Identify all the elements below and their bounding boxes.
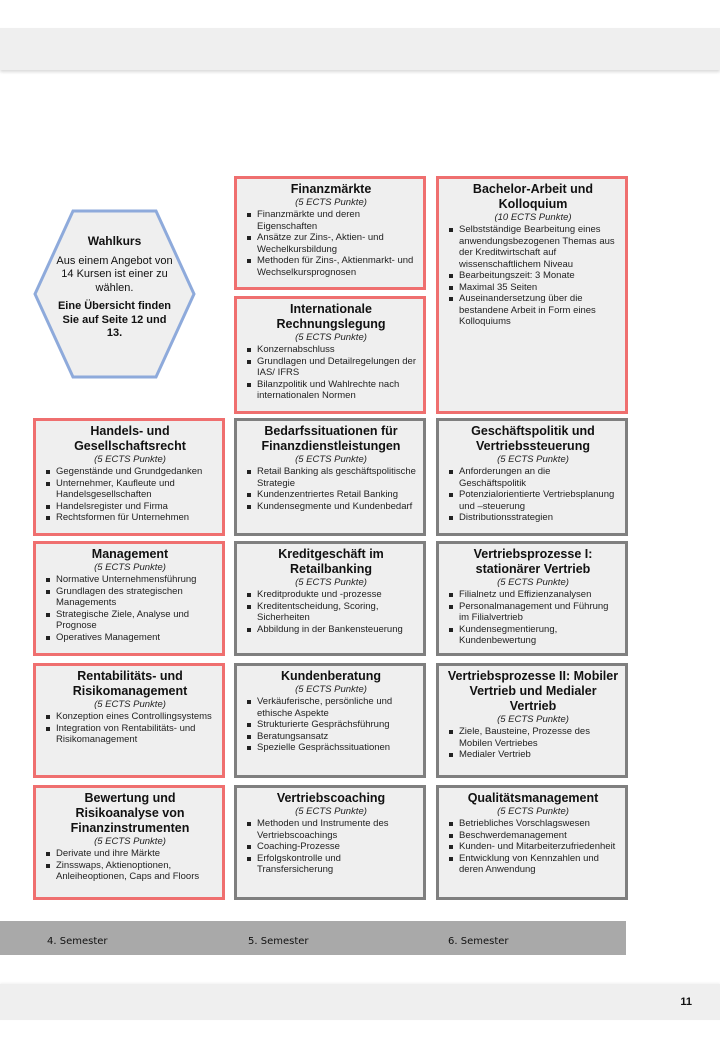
course-title: Kundenberatung <box>281 669 381 683</box>
course-topics <box>44 466 216 524</box>
course-topics <box>447 726 619 761</box>
course-ects: (5 ECTS Punkte) <box>295 577 367 588</box>
course-topics <box>447 589 619 647</box>
course-card-qualitaetsmanagement <box>436 785 628 900</box>
topic-item: Methoden und Instrumente des Vertriebscoachings <box>255 818 417 841</box>
topic-item: Verkäuferische, persönliche und ethische Aspekte <box>255 696 417 719</box>
topic-item: Handelsregister und Firma <box>54 501 216 513</box>
topic-item: Kundensegmente und Kundenbedarf <box>255 501 417 513</box>
course-title: Vertriebsprozesse II: Mobiler Vertrieb und Medialer Vertrieb <box>447 669 619 713</box>
topic-item: Strategische Ziele, Analyse und Prognose <box>54 609 216 632</box>
course-title: Qualitätsmanagement <box>467 791 599 805</box>
course-card-vertriebscoaching <box>234 785 426 900</box>
topic-item: Normative Unternehmensführung <box>54 574 216 586</box>
topic-item: Ansätze zur Zins-, Aktien- und Wechelkursbildung <box>255 232 417 255</box>
wahlkurs-title: Wahlkurs <box>87 234 142 248</box>
course-title: Kreditgeschäft im Retailbanking <box>278 547 384 576</box>
course-title: Finanzmärkte <box>290 182 372 196</box>
course-topics <box>447 818 619 876</box>
course-title: Vertriebsprozesse I: stationärer Vertrieb <box>473 547 593 576</box>
course-ects: (5 ECTS Punkte) <box>295 806 367 817</box>
topic-item: Bilanzpolitik und Wahlrechte nach internationalen Normen <box>255 379 417 402</box>
topic-item: Spezielle Gesprächssituationen <box>255 742 417 754</box>
topic-item: Abbildung in der Bankensteuerung <box>255 624 417 636</box>
course-topics <box>44 711 216 746</box>
course-ects: (5 ECTS Punkte) <box>94 562 166 573</box>
topic-item: Maximal 35 Seiten <box>457 282 619 294</box>
course-card-rechnungslegung <box>234 296 426 414</box>
topic-item: Retail Banking als geschäftspolitische Strategie <box>257 466 416 489</box>
semester-label-4: 4. Semester <box>47 936 108 947</box>
topic-item: Rechtsformen für Unternehmen <box>54 512 216 524</box>
topic-item: Grundlagen und Detailregelungen der IAS/ IFRS <box>257 355 416 378</box>
course-card-vertriebsprozesse-1 <box>436 541 628 656</box>
course-title: Bachelor-Arbeit und Kolloquium <box>472 182 594 211</box>
course-topics <box>447 224 619 328</box>
topic-item: Potenzialorientierte Vertriebsplanung und –steuerung <box>457 489 619 512</box>
course-ects: (5 ECTS Punkte) <box>94 454 166 465</box>
course-ects: (5 ECTS Punkte) <box>295 197 367 208</box>
course-card-rentabilitaet <box>33 663 225 778</box>
course-ects: (5 ECTS Punkte) <box>497 577 569 588</box>
semester-bar <box>0 921 626 955</box>
course-topics <box>245 344 417 402</box>
course-card-geschaeftspolitik <box>436 418 628 536</box>
topic-item: Derivate und ihre Märkte <box>54 848 216 860</box>
wahlkurs-text <box>55 235 174 341</box>
course-card-management <box>33 541 225 656</box>
topic-item: Distributionsstrategien <box>457 512 619 524</box>
topic-item: Beschwerdemanagement <box>457 830 619 842</box>
top-header-bar <box>0 28 720 70</box>
course-title: Rentabilitäts- und Risikomanagement <box>72 669 188 698</box>
course-title: Bewertung und Risikoanalyse von Finanzinstrumenten <box>70 791 190 835</box>
course-ects: (5 ECTS Punkte) <box>497 454 569 465</box>
topic-item: Beratungsansatz <box>255 731 417 743</box>
topic-item: Kunden- und Mitarbeiterzufriedenheit <box>457 841 619 853</box>
topic-item: Unternehmer, Kaufleute und Handelsgesellschaften <box>54 478 216 501</box>
course-card-bedarfssituationen <box>234 418 426 536</box>
topic-item: Integration von Rentabilitäts- und Risikomanagement <box>54 723 216 746</box>
course-title: Internationale Rechnungslegung <box>276 302 386 331</box>
course-title: Handels- und Gesellschaftsrecht <box>74 424 186 453</box>
page-number: 11 <box>680 996 692 1008</box>
topic-item: Medialer Vertrieb <box>457 749 619 761</box>
course-title: Bedarfssituationen für Finanzdienstleistungen <box>261 424 401 453</box>
topic-item: Selbstständige Bearbeitung eines anwendungsbezogenen Themas aus der Kreditwirtschaft auf wissenschaftlichem Niveau <box>457 224 619 270</box>
wahlkurs-note: Eine Übersicht finden Sie auf Seite 12 und 13. <box>57 300 172 339</box>
semester-label-5: 5. Semester <box>248 936 309 947</box>
course-topics <box>245 696 417 754</box>
topic-item: Kundenzentriertes Retail Banking <box>255 489 417 501</box>
topic-item: Bearbeitungszeit: 3 Monate <box>457 270 619 282</box>
course-card-bachelor-arbeit <box>436 176 628 414</box>
topic-item: Kreditentscheidung, Scoring, Sicherheiten <box>255 601 417 624</box>
topic-item: Erfolgskontrolle und Transfersicherung <box>255 853 417 876</box>
course-title: Geschäftspolitik und Vertriebssteuerung <box>471 424 595 453</box>
topic-item: Operatives Management <box>54 632 216 644</box>
course-ects: (5 ECTS Punkte) <box>497 806 569 817</box>
course-topics <box>245 209 417 278</box>
course-card-kundenberatung <box>234 663 426 778</box>
course-title: Management <box>91 547 169 561</box>
topic-item: Gegenstände und Grundgedanken <box>54 466 216 478</box>
topic-item: Methoden für Zins-, Aktienmarkt- und Wechselkursprognosen <box>255 255 417 278</box>
topic-item: Filialnetz und Effizienzanalysen <box>457 589 619 601</box>
footer-bar <box>0 984 720 1020</box>
course-ects: (5 ECTS Punkte) <box>295 332 367 343</box>
topic-item: Konzernabschluss <box>255 344 417 356</box>
topic-item: Kundensegmentierung, Kundenbewertung <box>457 624 619 647</box>
topic-item: Strukturierte Gesprächsführung <box>255 719 417 731</box>
course-ects: (5 ECTS Punkte) <box>94 699 166 710</box>
topic-item: Betriebliches Vorschlagswesen <box>457 818 619 830</box>
topic-item: Coaching-Prozesse <box>255 841 417 853</box>
course-title: Vertriebscoaching <box>276 791 386 805</box>
course-card-bewertung <box>33 785 225 900</box>
course-ects: (5 ECTS Punkte) <box>497 714 569 725</box>
topic-item: Anforderungen an die Geschäftspolitik <box>457 466 619 489</box>
course-topics <box>245 466 417 512</box>
wahlkurs-hexagon <box>33 209 196 379</box>
topic-item: Entwicklung von Kennzahlen und deren Anwendung <box>457 853 619 876</box>
course-ects: (5 ECTS Punkte) <box>295 454 367 465</box>
course-card-vertriebsprozesse-2 <box>436 663 628 778</box>
course-card-handelsrecht <box>33 418 225 536</box>
course-ects: (5 ECTS Punkte) <box>94 836 166 847</box>
topic-item: Ziele, Bausteine, Prozesse des Mobilen Vertriebes <box>457 726 619 749</box>
topic-item: Kreditprodukte und -prozesse <box>255 589 417 601</box>
topic-item: Zinsswaps, Aktienoptionen, Anleiheoptionen, Caps and Floors <box>54 860 216 883</box>
topic-item: Finanzmärkte und deren Eigenschaften <box>255 209 417 232</box>
topic-item: Grundlagen des strategischen Managements <box>54 586 216 609</box>
course-ects: (10 ECTS Punkte) <box>494 212 572 223</box>
course-topics <box>44 574 216 643</box>
course-topics <box>245 818 417 876</box>
topic-item: Auseinandersetzung über die bestandene Arbeit in Form eines Kolloquiums <box>457 293 619 328</box>
course-card-kreditgeschaeft <box>234 541 426 656</box>
course-topics <box>44 848 216 883</box>
course-card-finanzmaerkte <box>234 176 426 290</box>
topic-item: Personalmanagement und Führung im Filialvertrieb <box>457 601 619 624</box>
semester-label-6: 6. Semester <box>448 936 509 947</box>
topic-item: Konzeption eines Controllingsystems <box>54 711 216 723</box>
course-ects: (5 ECTS Punkte) <box>295 684 367 695</box>
course-topics <box>447 466 619 524</box>
wahlkurs-body: Aus einem Angebot von 14 Kursen ist einer zu wählen. <box>56 254 173 294</box>
course-topics <box>245 589 417 635</box>
